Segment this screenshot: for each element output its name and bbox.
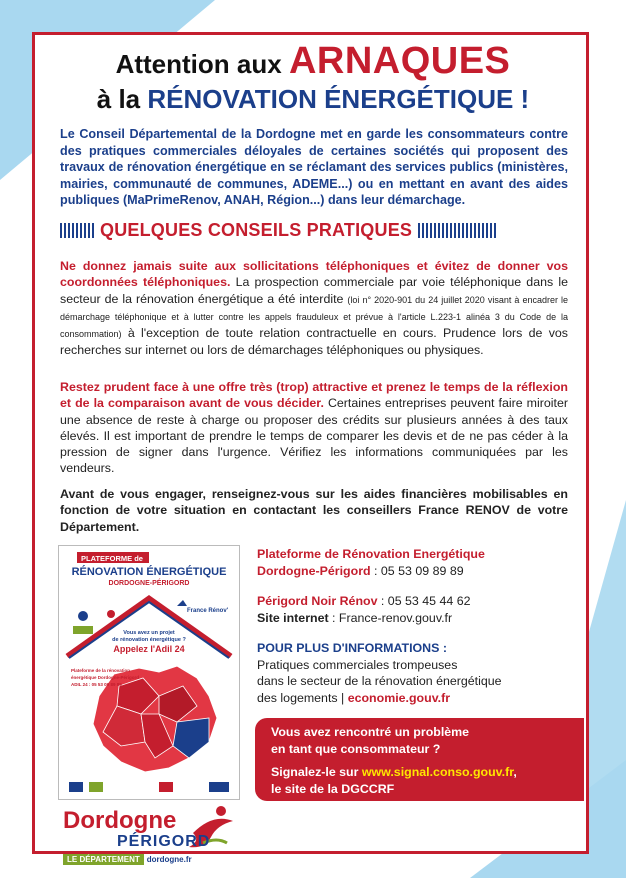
poster-subtitle: DORDOGNE-PÉRIGORD	[108, 580, 190, 587]
advice-1-text: La prospection commerciale par voie téléphonique dans le secteur de la rénovation énergétique a été interdite	[60, 275, 568, 306]
platform-phone: : 05 53 09 89 89	[370, 563, 464, 578]
svg-text:énergétique Dordogne-Périgord: énergétique Dordogne-Périgord	[71, 675, 140, 680]
more-info-line2: dans le secteur de la rénovation énergétique	[257, 674, 502, 688]
advice-2-emphasis: Restez prudent face à une offre très (trop) attractive et prenez le temps de la réflexion et de la comparaison avant de vous décider.	[60, 380, 568, 411]
alert-line3: Signalez-le sur www.signal.conso.gouv.fr,	[271, 765, 517, 779]
section-bars-right	[418, 223, 496, 238]
title-emphasis: ARNAQUES	[288, 40, 511, 82]
advice-1-text-end: à l'exception de toute relation contractuelle en cours. Prudence lors de vos recherches sur internet ou lors de démarchages téléphoniques ou physiques.	[60, 326, 568, 358]
logo-sub: PÉRIGORD	[117, 833, 211, 850]
poster-tag: PLATEFORME de	[81, 554, 143, 563]
advice-2-text: Certaines entreprises peuvent faire miroiter une absence de reste à charge ou proposer des crédits sur plusieurs années à des taux élevés. Il est important de prendre le temps de comparer les devis et de ne pas céder à la pression de signer dans l'urgence. Vérifiez les informations communiquées par les vendeurs.	[60, 396, 568, 476]
contacts-block	[257, 546, 577, 706]
advice-3-text: Avant de vous engager, renseignez-vous sur les aides financières mobilisables en fonction de votre situation en contactant les conseillers	[60, 487, 568, 518]
noir-name: Périgord Noir Rénov	[257, 594, 378, 608]
advice-paragraph-1	[60, 258, 568, 359]
advice-3-brand: France RENOV	[418, 503, 510, 518]
signal-conso-link[interactable]: www.signal.conso.gouv.fr	[361, 765, 514, 779]
advice-paragraph-2	[60, 379, 568, 477]
poster-call: Appelez l'Adil 24	[113, 644, 185, 654]
more-info-heading: POUR PLUS D'INFORMATIONS :	[257, 641, 447, 655]
svg-text:ADIL 24 : 05 53 09 89 89: ADIL 24 : 05 53 09 89 89	[71, 682, 122, 687]
title2-prefix: à la	[96, 84, 141, 114]
poster-title: RÉNOVATION ÉNERGÉTIQUE	[71, 566, 227, 578]
advice-3-end: de votre Département.	[60, 503, 568, 534]
advice-1-legal-ref: (loi n° 2020-901 du 24 juillet 2020 visant à encadrer le démarchage téléphonique et à lutter contre les appels frauduleux et prévue à l'article L.223-1 alinéa 3 du Code de la consommation)	[60, 294, 569, 340]
site-value[interactable]: : France-renov.gouv.fr	[328, 610, 453, 625]
more-info-line1: Pratiques commerciales trompeuses	[257, 657, 458, 672]
page-title-line2	[0, 84, 626, 115]
svg-text:Plateforme de la rénovation: Plateforme de la rénovation	[71, 668, 131, 673]
platform-name-l2: Dordogne-Périgord	[257, 563, 371, 578]
site-label: Site internet	[257, 610, 329, 625]
title-prefix: Attention aux	[115, 49, 282, 79]
logo-name: Dordogne	[63, 807, 177, 834]
section-header	[60, 218, 570, 242]
alert-line1: Vous avez rencontré un problème	[271, 725, 470, 739]
title2-emphasis: RÉNOVATION ÉNERGÉTIQUE !	[147, 84, 530, 114]
noir-contact	[257, 593, 577, 626]
poster-illustration	[59, 546, 239, 799]
economie-link[interactable]: economie.gouv.fr	[347, 690, 451, 705]
noir-phone: : 05 53 45 44 62	[377, 594, 471, 608]
logo-site[interactable]: dordogne.fr	[146, 854, 192, 864]
alert-line2: en tant que consommateur ?	[271, 742, 441, 756]
more-info-line3: des logements |	[257, 690, 348, 705]
platform-contact	[257, 546, 577, 579]
logo-dept: LE DÉPARTEMENT	[63, 854, 144, 865]
intro-paragraph: Le Conseil Départemental de la Dordogne met en garde les consommateurs contre des pratiques commerciales déloyales de certaines sociétés qui proposent des travaux de rénovation énergétique en se réclamant des services publics (ministères, mairies, communauté de communes, ADEME...) ou en mettant en avant des aides publiques (MaPrimeRenov, ANAH, Région...) dans leur démarchage.	[60, 127, 568, 207]
dordogne-logo	[55, 805, 245, 865]
svg-text:de rénovation énergétique ?: de rénovation énergétique ?	[112, 637, 186, 643]
platform-poster	[58, 545, 240, 800]
platform-name: Plateforme de Rénovation Energétique	[257, 547, 485, 561]
poster-question: Vous avez un projet	[123, 630, 175, 636]
more-info	[257, 640, 577, 706]
alert-line4: le site de la DGCCRF	[271, 782, 395, 796]
advice-1-emphasis: Ne donnez jamais suite aux sollicitations téléphoniques et évitez de donner vos coordonnées téléphoniques.	[60, 259, 568, 290]
logo-bar	[63, 853, 192, 865]
poster-brand: France Rénov'	[187, 608, 229, 614]
advice-paragraph-3	[60, 486, 568, 535]
section-title: QUELQUES CONSEILS PRATIQUES	[100, 219, 413, 240]
report-alert-box	[255, 718, 584, 801]
section-bars-left	[60, 223, 94, 238]
page-title-line1	[0, 40, 626, 83]
